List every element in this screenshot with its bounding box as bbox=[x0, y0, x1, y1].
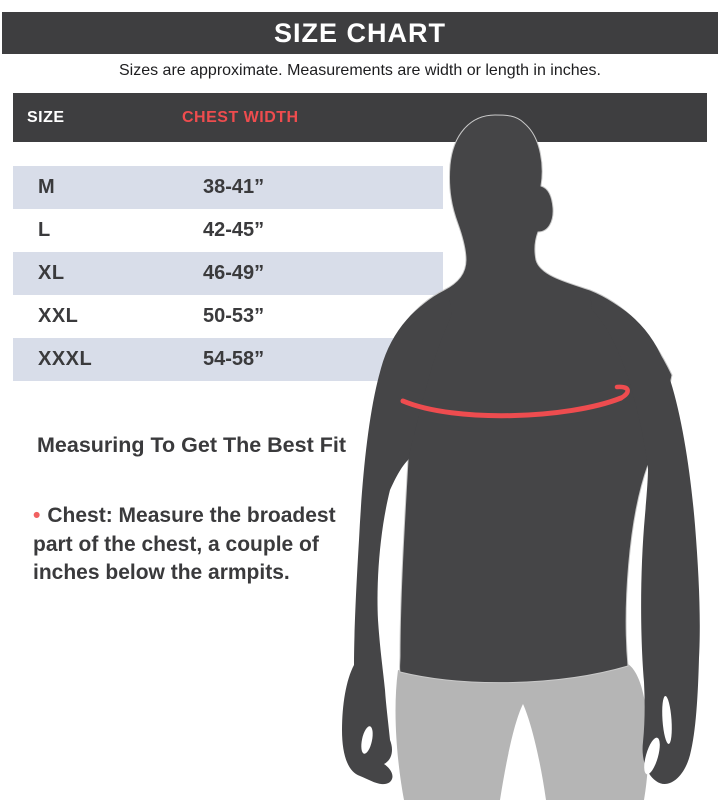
size-label: XXL bbox=[38, 305, 79, 327]
instruction-text: Chest: Measure the broadest part of the chest, a couple of inches below the armpits. bbox=[33, 504, 336, 584]
measuring-guide-heading: Measuring To Get The Best Fit bbox=[37, 433, 346, 457]
chest-measuring-instruction bbox=[33, 502, 373, 588]
chest-value: 54-58” bbox=[203, 348, 265, 370]
chest-value: 50-53” bbox=[203, 305, 265, 327]
size-label: XL bbox=[38, 262, 65, 284]
page-title: SIZE CHART bbox=[274, 17, 446, 48]
column-header-chest-width: CHEST WIDTH bbox=[182, 108, 299, 126]
size-label: XXXL bbox=[38, 348, 93, 370]
size-label: L bbox=[38, 219, 51, 241]
silhouette-legs bbox=[396, 664, 649, 800]
title-bar bbox=[2, 12, 718, 54]
chest-value: 46-49” bbox=[203, 262, 265, 284]
size-label: M bbox=[38, 176, 56, 198]
red-bullet-icon: • bbox=[33, 504, 41, 527]
chest-value: 38-41” bbox=[203, 176, 265, 198]
chest-value: 42-45” bbox=[203, 219, 265, 241]
subtitle-text: Sizes are approximate. Measurements are width or length in inches. bbox=[118, 62, 601, 79]
column-header-size: SIZE bbox=[27, 108, 65, 126]
silhouette-torso-head bbox=[382, 115, 672, 683]
male-torso-silhouette bbox=[340, 110, 720, 800]
